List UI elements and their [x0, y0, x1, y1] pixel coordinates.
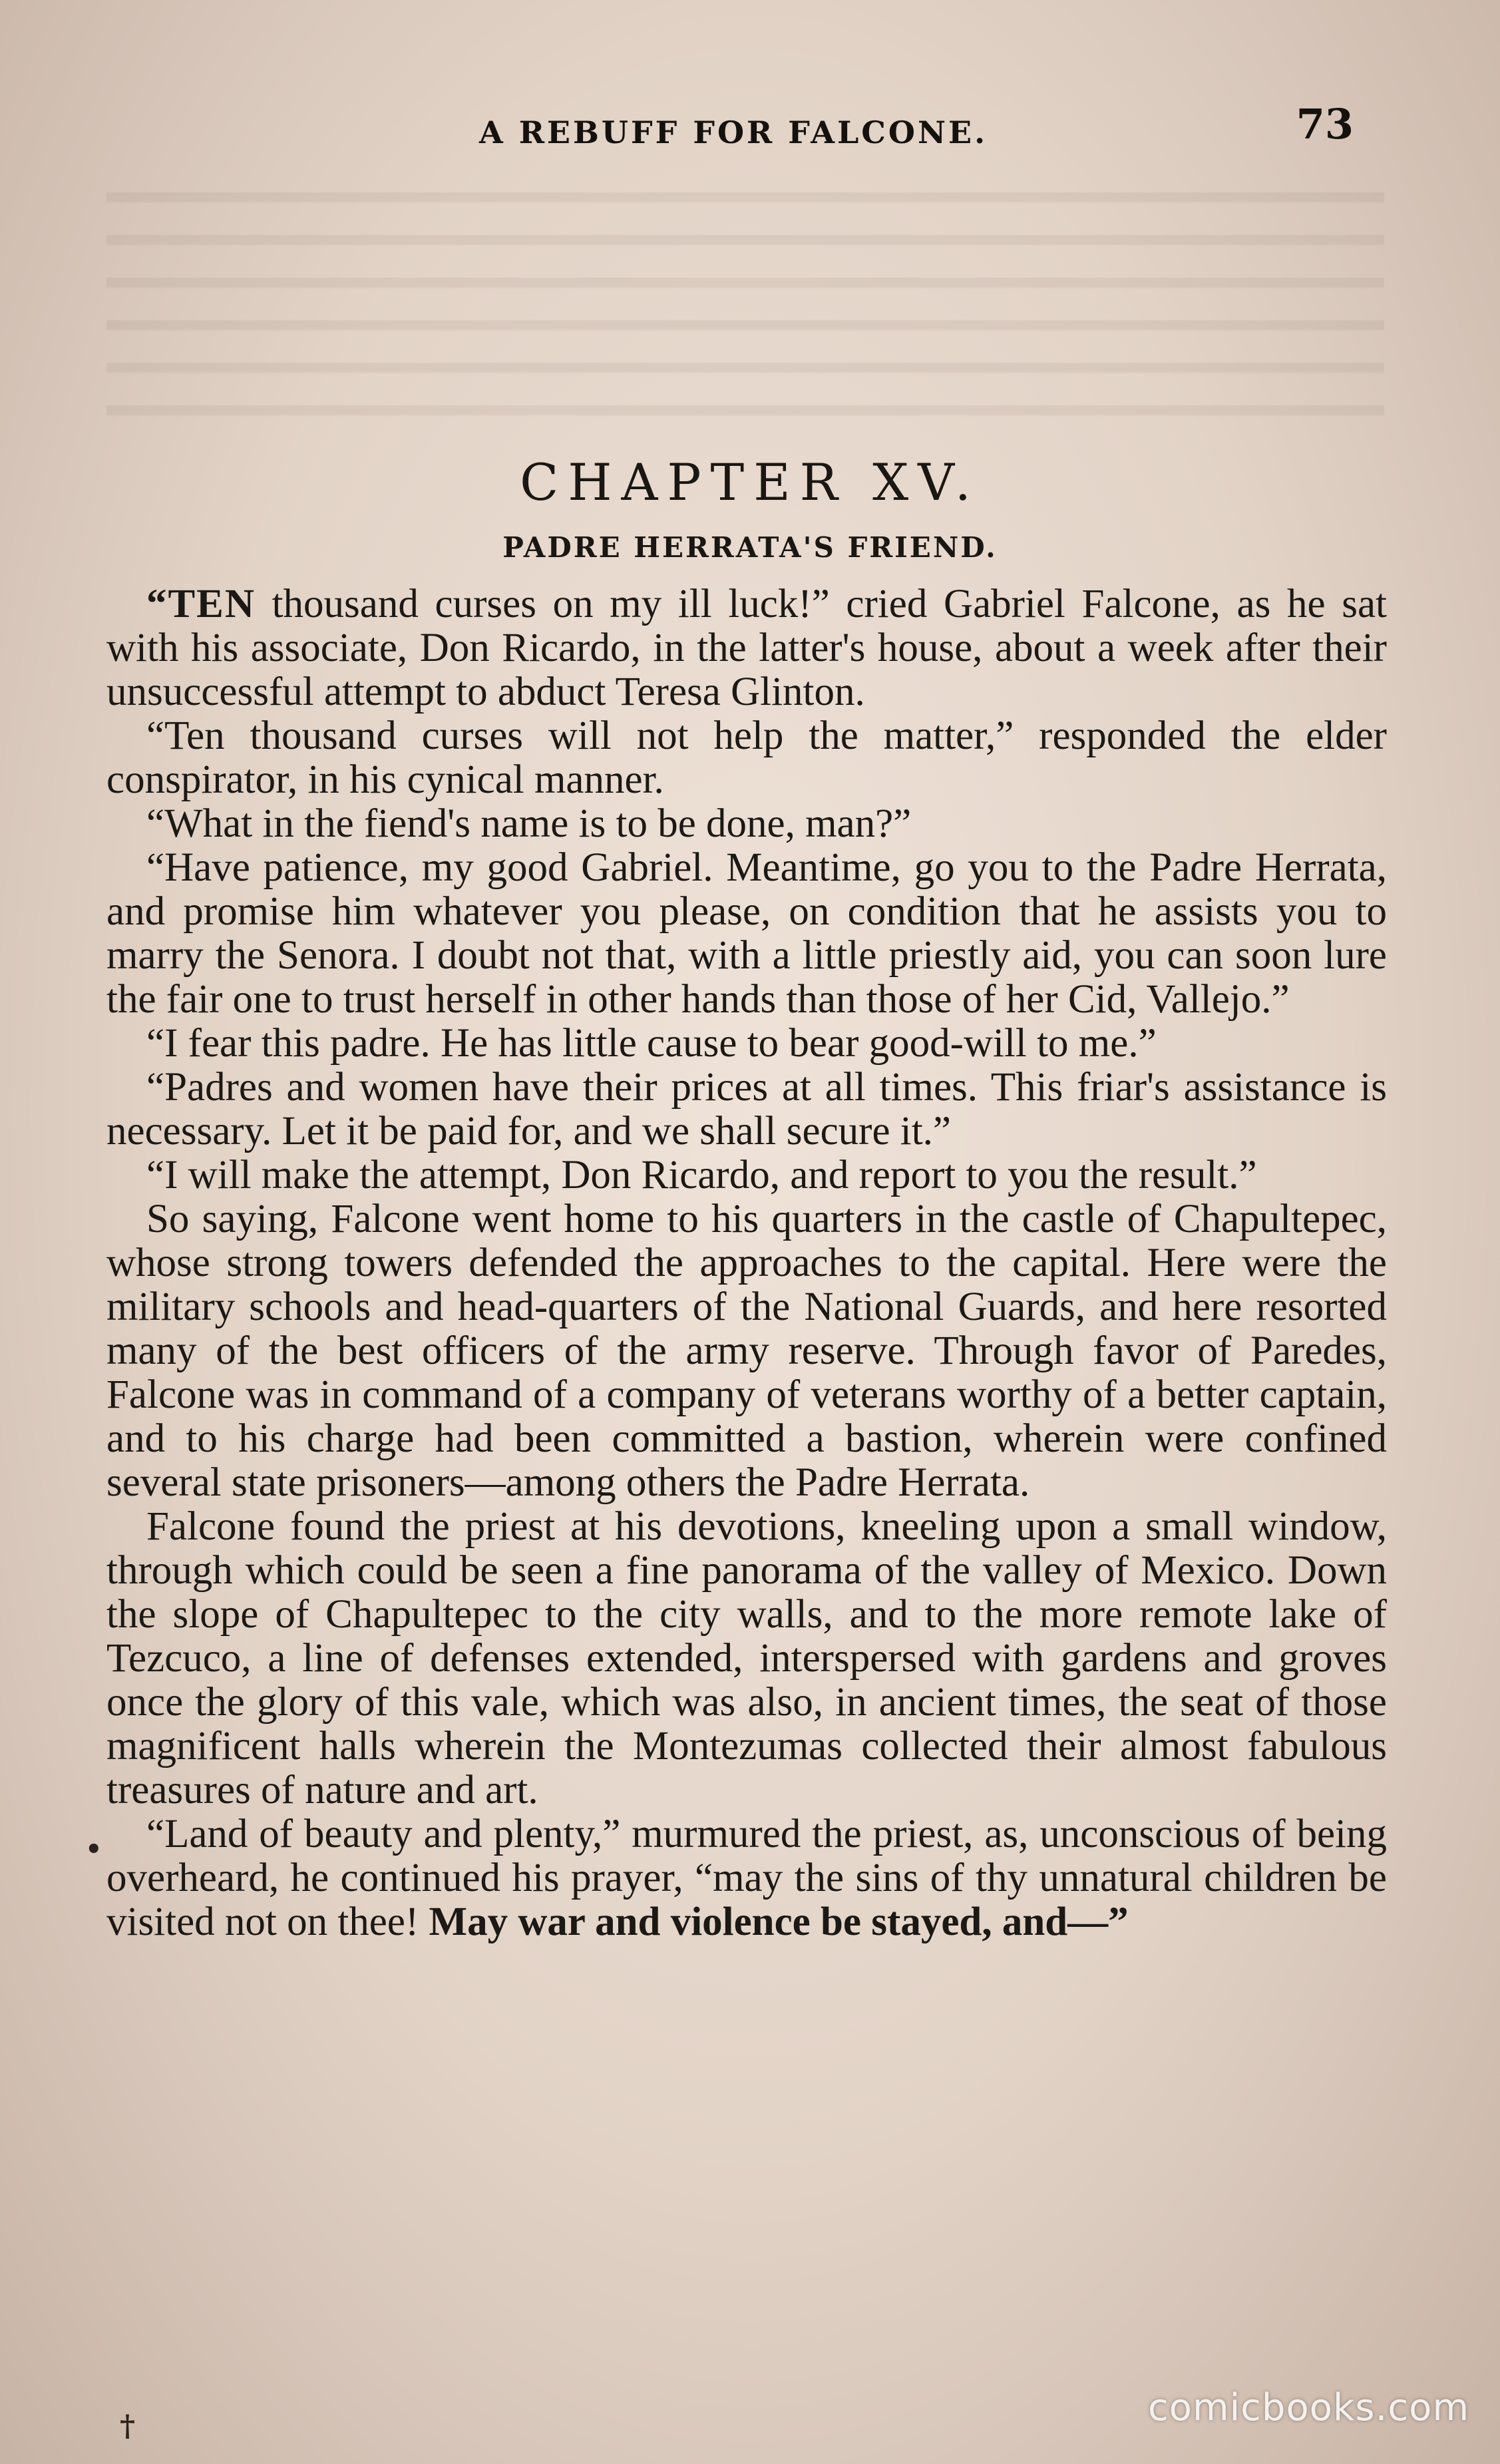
paragraph	[106, 1153, 1387, 1197]
margin-mark: †	[120, 2409, 136, 2443]
chapter-body	[106, 582, 1387, 1944]
paragraph	[106, 582, 1387, 714]
paragraph	[106, 1812, 1387, 1944]
paragraph	[106, 1197, 1387, 1505]
paragraph-text: “What in the fiend's name is to be done, man?”	[146, 801, 912, 846]
running-title: A REBUFF FOR FALCONE.	[479, 114, 988, 150]
paragraph-text: “Land of beauty and plenty,” murmured the priest, as, unconscious of being overheard, he continued his prayer, “may the sins of thy unnatural children be visited not on thee!	[106, 1812, 1387, 1944]
paragraph-bold-ending: May war and violence be stayed, and—”	[429, 1900, 1129, 1944]
paragraph	[106, 1066, 1387, 1153]
chapter-heading: CHAPTER XV.	[520, 453, 980, 512]
paragraph	[106, 1505, 1387, 1812]
paragraph-text: “Padres and women have their prices at all times. This friar's assistance is necessary. Let it be paid for, and we shall secure it.”	[106, 1065, 1387, 1153]
paragraph-text: thousand curses on my ill luck!” cried Gabriel Falcone, as he sat with his associate, Don Ricardo, in the latter's house, about a week after their unsuccessful attempt to abduct Teresa Glinton.	[106, 582, 1387, 714]
watermark: comicbooks.com	[1147, 2386, 1469, 2429]
paragraph-lead-word: “TEN	[146, 582, 256, 626]
show-through-text	[106, 166, 1384, 446]
running-head	[106, 100, 1394, 160]
page-number: 73	[1296, 100, 1354, 148]
paragraph-text: “I will make the attempt, Don Ricardo, and report to you the result.”	[146, 1153, 1257, 1197]
paragraph-text: “Ten thousand curses will not help the matter,” responded the elder conspirator, in his cynical manner.	[106, 714, 1387, 802]
chapter-subtitle: PADRE HERRATA'S FRIEND.	[502, 531, 998, 564]
paragraph-text: “Have patience, my good Gabriel. Meantime, go you to the Padre Herrata, and promise him whatever you please, on condition that he assists you to marry the Senora. I doubt not that, with a little priestly aid, you can soon lure the fair one to trust herself in other hands than those of her Cid, Vallejo.”	[106, 845, 1387, 1022]
paragraph	[106, 1022, 1387, 1066]
paragraph	[106, 802, 1387, 846]
paragraph	[106, 846, 1387, 1022]
margin-mark: •	[85, 1834, 102, 1865]
paragraph-text: So saying, Falcone went home to his quarters in the castle of Chapultepec, whose strong towers defended the approaches to the capital. Here were the military schools and head-quarters of the National Guards, and here resorted many of the best officers of the army reserve. Through favor of Paredes, Falcone was in command of a company of veterans worthy of a better captain, and to his charge had been committed a bastion, wherein were confined several state prisoners—among others the Padre Herrata.	[106, 1197, 1387, 1505]
paragraph	[106, 714, 1387, 802]
paragraph-text: “I fear this padre. He has little cause to bear good-will to me.”	[146, 1021, 1157, 1066]
paragraph-text: Falcone found the priest at his devotions, kneeling upon a small window, through which could be seen a fine panorama of the valley of Mexico. Down the slope of Chapultepec to the city walls, and to the more remote lake of Tezcuco, a line of defenses extended, interspersed with gardens and groves once the glory of this vale, which was also, in ancient times, the seat of those magnificent halls wherein the Montezumas collected their almost fabulous treasures of nature and art.	[106, 1504, 1387, 1812]
